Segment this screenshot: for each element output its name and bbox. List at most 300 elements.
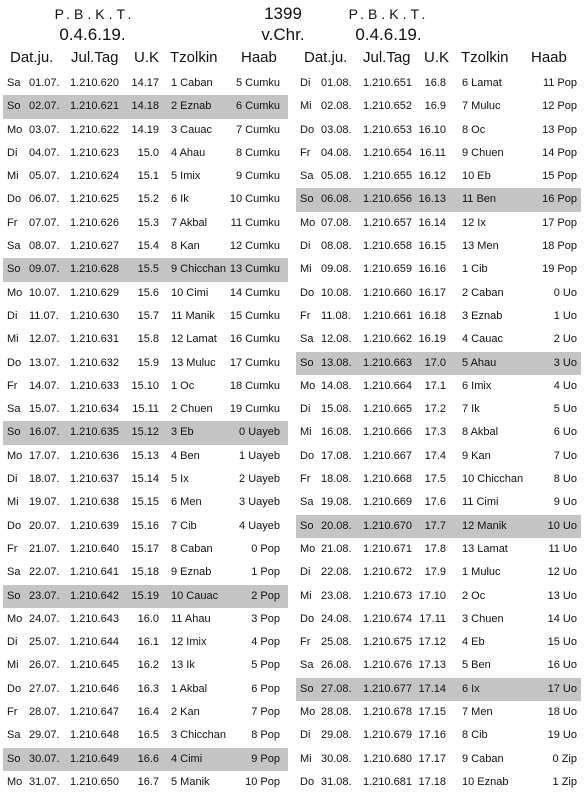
uk-cell: 17.9: [424, 566, 446, 579]
date-cell: 25.08.: [321, 636, 352, 649]
julian-day-cell: 1.210.632: [70, 356, 119, 369]
julian-day-cell: 1.210.669: [363, 496, 412, 509]
haab-cell: 7 Cumku: [235, 123, 280, 136]
haab-cell: 14 Pop: [542, 146, 577, 159]
date-cell: 22.07.: [29, 566, 60, 579]
uk-cell: 16.17: [418, 286, 446, 299]
tzolkin-cell: 5 Ix: [171, 473, 189, 486]
haab-cell: 14 Cumku: [229, 286, 280, 299]
tzolkin-cell: 1 Cib: [462, 263, 488, 276]
uk-cell: 15.4: [137, 240, 159, 253]
day-cell: Mo: [300, 216, 316, 229]
table-row: [296, 678, 581, 701]
table-row: [3, 631, 288, 654]
uk-cell: 15.18: [131, 566, 159, 579]
uk-cell: 17.14: [418, 682, 446, 695]
tzolkin-cell: 3 Eznab: [462, 309, 503, 322]
table-row: [296, 771, 581, 794]
julian-day-cell: 1.210.649: [70, 752, 119, 765]
date-cell: 30.08.: [321, 752, 352, 765]
tzolkin-cell: 10 Cauac: [171, 589, 219, 602]
julian-day-cell: 1.210.631: [70, 333, 119, 346]
uk-cell: 17.12: [418, 636, 446, 649]
tzolkin-cell: 10 Eznab: [462, 775, 509, 788]
haab-cell: 0 Uo: [553, 286, 577, 299]
uk-cell: 15.3: [137, 216, 159, 229]
table-row: [3, 654, 288, 677]
julian-day-cell: 1.210.678: [363, 706, 412, 719]
julian-day-cell: 1.210.620: [70, 77, 119, 89]
uk-cell: 16.7: [137, 775, 159, 788]
tzolkin-cell: 9 Kan: [462, 449, 491, 462]
julian-day-cell: 1.210.681: [363, 775, 412, 788]
table-row: [296, 421, 581, 444]
haab-cell: 0 Pop: [251, 542, 280, 555]
uk-cell: 17.5: [424, 473, 446, 486]
tzolkin-cell: 2 Oc: [462, 589, 486, 602]
day-cell: Sa: [7, 77, 21, 89]
haab-cell: 13 Uo: [547, 589, 577, 602]
day-cell: Di: [300, 240, 311, 253]
haab-cell: 18 Cumku: [229, 379, 280, 392]
day-cell: So: [7, 100, 21, 113]
date-cell: 05.07.: [29, 170, 60, 183]
uk-cell: 16.3: [137, 682, 159, 695]
table-row: [296, 631, 581, 654]
haab-cell: 17 Uo: [547, 682, 577, 695]
tzolkin-cell: 8 Caban: [171, 542, 213, 555]
uk-cell: 16.13: [418, 193, 446, 206]
haab-cell: 5 Pop: [251, 659, 280, 672]
uk-cell: 16.8: [424, 77, 446, 89]
uk-cell: 17.11: [419, 612, 446, 625]
haab-cell: 11 Pop: [542, 77, 577, 89]
tzolkin-cell: 2 Caban: [462, 286, 504, 299]
date-cell: 17.07.: [29, 449, 60, 462]
tzolkin-cell: 4 Ahau: [171, 146, 206, 159]
day-cell: Sa: [7, 729, 21, 742]
haab-cell: 11 Cumku: [230, 216, 280, 229]
uk-cell: 15.10: [131, 379, 159, 392]
table-row: [3, 398, 288, 421]
table-row: [296, 165, 581, 188]
table-row: [296, 212, 581, 235]
table-row: [3, 701, 288, 724]
tzolkin-cell: 1 Caban: [171, 77, 213, 89]
day-cell: Do: [7, 682, 22, 695]
julian-day-cell: 1.210.680: [363, 752, 412, 765]
julian-day-cell: 1.210.638: [70, 496, 119, 509]
haab-cell: 13 Cumku: [229, 263, 280, 276]
day-cell: Di: [300, 566, 311, 579]
day-cell: So: [7, 752, 21, 765]
tzolkin-cell: 7 Ik: [462, 403, 480, 416]
julian-day-cell: 1.210.637: [70, 473, 119, 486]
date-cell: 29.07.: [29, 729, 60, 742]
day-cell: Mo: [7, 612, 23, 625]
date-cell: 20.08.: [321, 519, 352, 532]
table-row: [3, 188, 288, 211]
day-cell: Mi: [7, 496, 19, 509]
day-cell: Do: [7, 356, 22, 369]
day-cell: Di: [300, 403, 311, 416]
col-julday-left: Jul.Tag: [71, 49, 119, 66]
haab-cell: 18 Uo: [547, 706, 577, 719]
date-cell: 02.08.: [321, 100, 352, 113]
col-haab-left: Haab: [241, 49, 277, 66]
julian-day-cell: 1.210.640: [70, 542, 119, 555]
date-cell: 20.07.: [29, 519, 60, 532]
day-cell: Mo: [300, 706, 316, 719]
uk-cell: 17.7: [424, 519, 446, 532]
tzolkin-cell: 9 Caban: [462, 752, 504, 765]
haab-cell: 15 Pop: [542, 170, 577, 183]
table-row: [296, 515, 581, 538]
table-row: [296, 375, 581, 398]
haab-cell: 9 Uo: [553, 496, 577, 509]
day-cell: Mi: [300, 426, 312, 439]
uk-cell: 14.17: [131, 77, 159, 89]
date-cell: 16.07.: [29, 426, 60, 439]
day-cell: Mi: [300, 263, 312, 276]
uk-cell: 15.16: [131, 519, 159, 532]
uk-cell: 17.13: [418, 659, 446, 672]
table-row: [3, 585, 288, 608]
date-cell: 11.07.: [29, 309, 59, 322]
date-cell: 21.08.: [321, 542, 352, 555]
right-pbkt-value: 0.4.6.19.: [355, 25, 422, 44]
julian-day-cell: 1.210.654: [363, 146, 412, 159]
haab-cell: 8 Cumku: [235, 146, 280, 159]
julian-day-cell: 1.210.677: [363, 682, 412, 695]
table-row: [296, 491, 581, 514]
haab-cell: 13 Pop: [542, 123, 577, 136]
date-cell: 09.08.: [321, 263, 352, 276]
uk-cell: 17.1: [424, 379, 446, 392]
day-cell: Mo: [7, 286, 23, 299]
date-cell: 19.07.: [29, 496, 60, 509]
tzolkin-cell: 3 Eb: [171, 426, 194, 439]
table-row: [3, 119, 288, 142]
julian-day-cell: 1.210.665: [363, 403, 412, 416]
tzolkin-cell: 6 Men: [171, 496, 202, 509]
day-cell: Mi: [300, 100, 312, 113]
haab-cell: 16 Cumku: [229, 333, 280, 346]
tzolkin-cell: 2 Eznab: [171, 100, 212, 113]
date-cell: 19.08.: [321, 496, 352, 509]
table-row: [296, 72, 581, 95]
day-cell: Do: [300, 612, 315, 625]
haab-cell: 0 Uayeb: [239, 426, 280, 439]
julian-day-cell: 1.210.657: [363, 216, 412, 229]
table-row: [3, 282, 288, 305]
day-cell: Fr: [300, 146, 311, 159]
day-cell: Mi: [300, 752, 312, 765]
day-cell: So: [7, 426, 21, 439]
date-cell: 27.08.: [321, 682, 352, 695]
julian-day-cell: 1.210.626: [70, 216, 119, 229]
day-cell: Mi: [7, 170, 19, 183]
julian-day-cell: 1.210.634: [70, 403, 119, 416]
day-cell: So: [300, 519, 314, 532]
day-cell: Fr: [7, 542, 18, 555]
day-cell: Mi: [7, 659, 19, 672]
day-cell: Sa: [300, 496, 314, 509]
tzolkin-cell: 6 Lamat: [462, 77, 502, 89]
table-row: [3, 748, 288, 771]
haab-cell: 18 Pop: [542, 240, 577, 253]
tzolkin-cell: 1 Muluc: [462, 566, 501, 579]
date-cell: 13.08.: [321, 356, 352, 369]
table-row: [3, 142, 288, 165]
haab-cell: 19 Cumku: [229, 403, 280, 416]
uk-cell: 17.17: [418, 752, 446, 765]
date-cell: 22.08.: [321, 566, 352, 579]
day-cell: Di: [7, 636, 18, 649]
date-cell: 28.07.: [29, 706, 60, 719]
tzolkin-cell: 5 Manik: [171, 775, 210, 788]
julian-day-cell: 1.210.633: [70, 379, 119, 392]
table-row: [3, 328, 288, 351]
table-row: [3, 258, 288, 281]
julian-day-cell: 1.210.652: [363, 100, 412, 113]
day-cell: Di: [7, 309, 18, 322]
tzolkin-cell: 13 Lamat: [462, 542, 508, 555]
table-row: [296, 561, 581, 584]
tzolkin-cell: 4 Eb: [462, 636, 485, 649]
uk-cell: 17.6: [424, 496, 446, 509]
date-cell: 23.07.: [29, 589, 60, 602]
table-row: [296, 235, 581, 258]
day-cell: So: [7, 263, 21, 276]
table-row: [296, 188, 581, 211]
date-cell: 05.08.: [321, 170, 352, 183]
julian-day-cell: 1.210.642: [70, 589, 119, 602]
tzolkin-cell: 11 Ben: [462, 193, 497, 206]
day-cell: Di: [300, 77, 311, 89]
uk-cell: 15.12: [131, 426, 159, 439]
table-row: [296, 282, 581, 305]
haab-cell: 19 Uo: [547, 729, 577, 742]
day-cell: Sa: [300, 170, 314, 183]
date-cell: 12.08.: [321, 333, 352, 346]
day-cell: Do: [7, 519, 22, 532]
table-row: [3, 235, 288, 258]
julian-day-cell: 1.210.636: [70, 449, 119, 462]
julian-day-cell: 1.210.653: [363, 123, 412, 136]
date-cell: 08.07.: [29, 240, 60, 253]
haab-cell: 14 Uo: [547, 612, 577, 625]
haab-cell: 16 Pop: [542, 193, 577, 206]
haab-cell: 17 Cumku: [229, 356, 280, 369]
tzolkin-cell: 2 Kan: [171, 706, 200, 719]
uk-cell: 15.5: [137, 263, 159, 276]
table-row: [296, 352, 581, 375]
day-cell: So: [300, 356, 314, 369]
haab-cell: 3 Uo: [553, 356, 577, 369]
table-row: [3, 165, 288, 188]
tzolkin-cell: 1 Oc: [171, 379, 195, 392]
uk-cell: 15.2: [137, 193, 159, 206]
date-cell: 01.08.: [321, 77, 352, 89]
haab-cell: 8 Uo: [553, 473, 577, 486]
day-cell: Di: [300, 729, 311, 742]
date-cell: 10.07.: [29, 286, 60, 299]
day-cell: Do: [300, 775, 315, 788]
uk-cell: 16.19: [418, 333, 446, 346]
tzolkin-cell: 3 Chicchan: [171, 729, 227, 742]
uk-cell: 15.6: [137, 286, 159, 299]
date-cell: 14.07.: [29, 379, 60, 392]
table-row: [3, 352, 288, 375]
table-row: [296, 398, 581, 421]
table-row: [296, 468, 581, 491]
tzolkin-cell: 13 Ik: [171, 659, 195, 672]
day-cell: Fr: [300, 309, 311, 322]
table-row: [3, 468, 288, 491]
julian-day-cell: 1.210.671: [363, 542, 412, 555]
haab-cell: 9 Cumku: [235, 170, 280, 183]
julian-day-cell: 1.210.666: [363, 426, 412, 439]
uk-cell: 16.10: [418, 123, 446, 136]
julian-day-cell: 1.210.629: [70, 286, 119, 299]
julian-day-cell: 1.210.668: [363, 473, 412, 486]
date-cell: 26.08.: [321, 659, 352, 672]
day-cell: Di: [7, 146, 18, 159]
julian-day-cell: 1.210.663: [363, 356, 412, 369]
tzolkin-cell: 12 Lamat: [171, 333, 217, 346]
julian-day-cell: 1.210.625: [70, 193, 119, 206]
uk-cell: 15.9: [137, 356, 159, 369]
tzolkin-cell: 5 Ahau: [462, 356, 497, 369]
julian-day-cell: 1.210.673: [363, 589, 412, 602]
haab-cell: 17 Pop: [542, 216, 577, 229]
day-cell: Sa: [7, 403, 21, 416]
julian-day-cell: 1.210.643: [70, 612, 119, 625]
tzolkin-cell: 8 Akbal: [462, 426, 499, 439]
julian-day-cell: 1.210.670: [363, 519, 412, 532]
day-cell: Do: [300, 286, 315, 299]
date-cell: 07.08.: [321, 216, 352, 229]
uk-cell: 16.5: [137, 729, 159, 742]
uk-cell: 16.0: [137, 612, 159, 625]
haab-cell: 10 Pop: [245, 775, 280, 788]
uk-cell: 16.4: [137, 706, 159, 719]
tzolkin-cell: 12 Imix: [171, 636, 207, 649]
date-cell: 15.07.: [29, 403, 60, 416]
tzolkin-cell: 3 Cauac: [171, 123, 212, 136]
col-haab-right: Haab: [531, 49, 567, 66]
uk-cell: 17.18: [418, 775, 446, 788]
uk-cell: 17.4: [424, 449, 446, 462]
julian-day-cell: 1.210.646: [70, 682, 119, 695]
haab-cell: 4 Uo: [553, 379, 577, 392]
haab-cell: 5 Cumku: [235, 77, 280, 89]
julian-day-cell: 1.210.630: [70, 309, 119, 322]
haab-cell: 3 Pop: [251, 612, 280, 625]
tzolkin-cell: 7 Akbal: [171, 216, 208, 229]
table-row: [296, 119, 581, 142]
date-cell: 07.07.: [29, 216, 60, 229]
table-row: [3, 678, 288, 701]
tzolkin-cell: 9 Chuen: [462, 146, 504, 159]
date-cell: 12.07.: [29, 333, 60, 346]
date-cell: 27.07.: [29, 682, 60, 695]
julian-day-cell: 1.210.655: [363, 170, 412, 183]
uk-cell: 15.7: [137, 309, 159, 322]
haab-cell: 6 Pop: [251, 682, 280, 695]
date-cell: 04.08.: [321, 146, 352, 159]
date-cell: 28.08.: [321, 706, 352, 719]
uk-cell: 16.2: [137, 659, 159, 672]
col-tzolkin-right: Tzolkin: [461, 49, 509, 66]
table-row: [296, 328, 581, 351]
tzolkin-cell: 4 Cauac: [462, 333, 503, 346]
uk-cell: 16.12: [418, 170, 446, 183]
julian-day-cell: 1.210.650: [70, 775, 119, 788]
date-cell: 08.08.: [321, 240, 352, 253]
haab-cell: 4 Pop: [251, 636, 280, 649]
date-cell: 06.07.: [29, 193, 60, 206]
day-cell: So: [7, 589, 21, 602]
julian-day-cell: 1.210.628: [70, 263, 119, 276]
tzolkin-cell: 3 Chuen: [462, 612, 504, 625]
tzolkin-cell: 11 Manik: [171, 309, 215, 322]
date-cell: 09.07.: [29, 263, 60, 276]
haab-cell: 1 Uayeb: [239, 449, 280, 462]
julian-day-cell: 1.210.621: [70, 100, 119, 113]
date-cell: 15.08.: [321, 403, 352, 416]
tzolkin-cell: 6 Ix: [462, 682, 480, 695]
julian-day-cell: 1.210.658: [363, 240, 412, 253]
tzolkin-cell: 6 Imix: [462, 379, 492, 392]
haab-cell: 4 Uayeb: [239, 519, 280, 532]
haab-cell: 1 Uo: [553, 309, 577, 322]
julian-day-cell: 1.210.672: [363, 566, 412, 579]
table-row: [3, 375, 288, 398]
tzolkin-cell: 10 Eb: [462, 170, 491, 183]
julian-day-cell: 1.210.659: [363, 263, 412, 276]
table-row: [296, 258, 581, 281]
haab-cell: 1 Zip: [552, 775, 577, 788]
table-row: [3, 561, 288, 584]
tzolkin-cell: 8 Cib: [462, 729, 488, 742]
haab-cell: 11 Uo: [548, 542, 577, 555]
date-cell: 24.07.: [29, 612, 60, 625]
uk-cell: 16.15: [418, 240, 446, 253]
tzolkin-cell: 7 Cib: [171, 519, 197, 532]
table-row: [296, 95, 581, 118]
tzolkin-cell: 8 Oc: [462, 123, 486, 136]
uk-cell: 16.18: [418, 309, 446, 322]
left-pbkt-value: 0.4.6.19.: [59, 25, 126, 44]
table-row: [3, 421, 288, 444]
col-uk-left: U.K: [134, 49, 160, 66]
day-cell: Mo: [7, 775, 23, 788]
table-row: [3, 445, 288, 468]
day-cell: Fr: [7, 379, 18, 392]
tzolkin-cell: 11 Cimi: [462, 496, 499, 509]
uk-cell: 15.11: [132, 403, 159, 416]
haab-cell: 8 Pop: [251, 729, 280, 742]
haab-cell: 6 Cumku: [235, 100, 280, 113]
haab-cell: 10 Cumku: [229, 193, 280, 206]
uk-cell: 17.10: [418, 589, 446, 602]
date-cell: 01.07.: [29, 77, 60, 89]
col-date-left: Dat.ju.: [10, 49, 54, 66]
day-cell: Sa: [300, 333, 314, 346]
table-row: [3, 724, 288, 747]
